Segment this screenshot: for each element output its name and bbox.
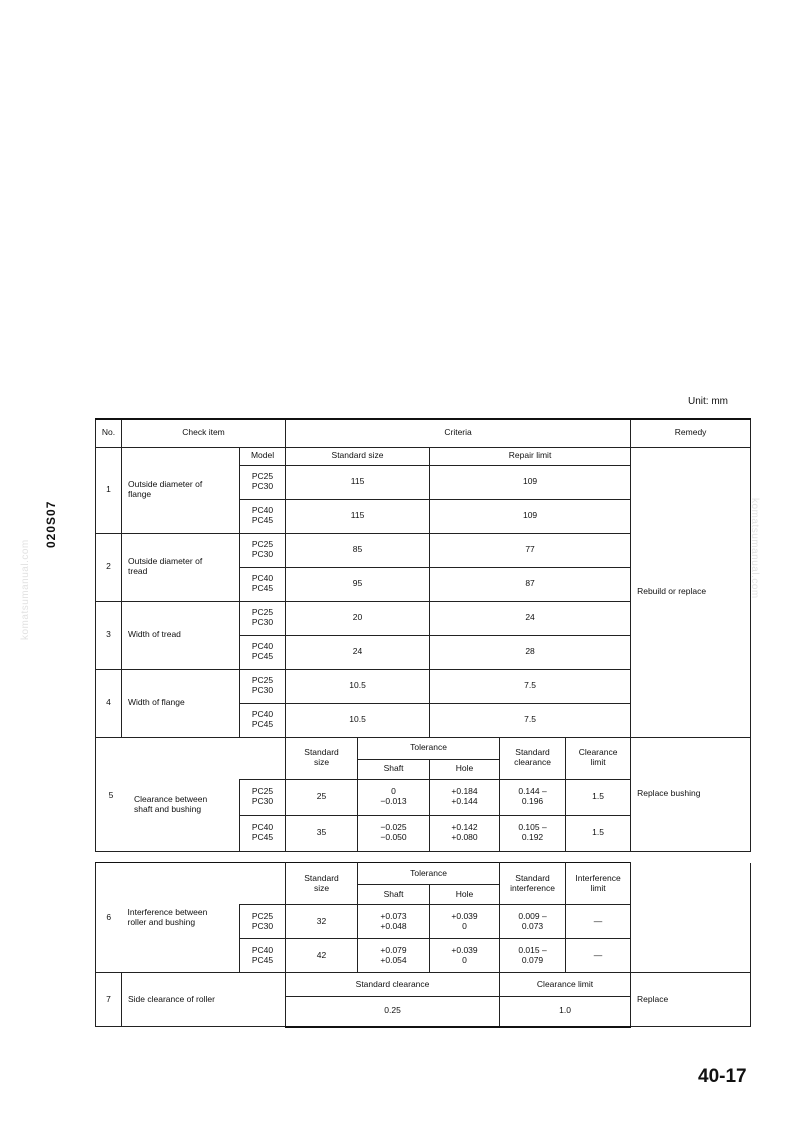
- standard-size-value: 115: [286, 465, 430, 499]
- row6-interference-limit-value: —: [566, 939, 631, 973]
- check-criteria-table: [95, 418, 751, 852]
- table-row: [96, 973, 751, 997]
- table-header-row: [96, 419, 751, 447]
- repair-limit-value: 109: [430, 499, 631, 533]
- repair-limit-header: Repair limit: [430, 447, 631, 465]
- remedy-replace: Replace: [631, 973, 751, 1027]
- model-cell: PC40 PC45: [240, 567, 286, 601]
- row7-standard-clearance-value: 0.25: [286, 997, 500, 1027]
- remedy-replace-bushing: Replace bushing: [631, 737, 751, 851]
- model-cell: PC40 PC45: [240, 703, 286, 737]
- row6-size-value: 42: [286, 939, 358, 973]
- row5-hole-header: Hole: [430, 759, 500, 779]
- row5-standard-clearance-header: Standard clearance: [500, 737, 566, 779]
- side-code: 020S07: [44, 500, 58, 548]
- repair-limit-value: 24: [430, 601, 631, 635]
- repair-limit-value: 77: [430, 533, 631, 567]
- header-no: No.: [96, 419, 122, 447]
- row7-no: 7: [96, 973, 122, 1027]
- row6-hole-value: +0.039 0: [430, 905, 500, 939]
- model-cell: PC40 PC45: [240, 939, 286, 973]
- repair-limit-value: 7.5: [430, 669, 631, 703]
- row6-shaft-value: +0.073 +0.048: [358, 905, 430, 939]
- header-check-item: Check item: [122, 419, 286, 447]
- row7-standard-clearance-header: Standard clearance: [286, 973, 500, 997]
- model-cell: PC25 PC30: [240, 669, 286, 703]
- row5-no: 5: [108, 790, 114, 800]
- model-cell: PC25 PC30: [240, 465, 286, 499]
- row6-hole-header: Hole: [430, 885, 500, 905]
- interference-table: [95, 862, 751, 1028]
- row6-interference-limit-header: Interference limit: [566, 863, 631, 905]
- model-cell: PC40 PC45: [240, 635, 286, 669]
- row5-shaft-value: 0 −0.013: [358, 779, 430, 815]
- row5-check-item: Clearance between shaft and bushing: [134, 794, 208, 814]
- standard-size-value: 10.5: [286, 669, 430, 703]
- standard-size-value: 85: [286, 533, 430, 567]
- row6-standard-interference-value: 0.009 – 0.073: [500, 905, 566, 939]
- row5-size-value: 25: [286, 779, 358, 815]
- row3-no: 3: [96, 601, 122, 669]
- table-subheader-row: [96, 447, 751, 465]
- row5-clearance-limit-value: 1.5: [566, 815, 631, 851]
- standard-size-value: 115: [286, 499, 430, 533]
- standard-size-value: 24: [286, 635, 430, 669]
- repair-limit-value: 87: [430, 567, 631, 601]
- row6-shaft-value: +0.079 +0.054: [358, 939, 430, 973]
- row5-tolerance-header: Tolerance: [358, 737, 500, 759]
- standard-size-value: 10.5: [286, 703, 430, 737]
- row6-shaft-header: Shaft: [358, 885, 430, 905]
- row7-clearance-limit-value: 1.0: [500, 997, 631, 1027]
- table-subheader-row: [96, 737, 751, 759]
- row6-standard-size-header: Standard size: [286, 863, 358, 905]
- standard-size-header: Standard size: [286, 447, 430, 465]
- repair-limit-value: 7.5: [430, 703, 631, 737]
- row5-standard-clearance-value: 0.144 – 0.196: [500, 779, 566, 815]
- model-cell: PC25 PC30: [240, 905, 286, 939]
- watermark-right: komatsumanual.com: [749, 498, 760, 599]
- row5-header-blank: [240, 737, 286, 779]
- row2-no: 2: [96, 533, 122, 601]
- model-cell: PC25 PC30: [240, 601, 286, 635]
- row5-standard-size-header: Standard size: [286, 737, 358, 779]
- row5-shaft-value: −0.025 −0.050: [358, 815, 430, 851]
- standard-size-value: 95: [286, 567, 430, 601]
- row6-standard-interference-header: Standard interference: [500, 863, 566, 905]
- row6-hole-value: +0.039 0: [430, 939, 500, 973]
- row1-no: 1: [96, 447, 122, 533]
- row4-no: 4: [96, 669, 122, 737]
- watermark-left: komatsumanual.com: [20, 539, 31, 640]
- row5-clearance-limit-header: Clearance limit: [566, 737, 631, 779]
- row6-tolerance-header: Tolerance: [358, 863, 500, 885]
- row7-clearance-limit-header: Clearance limit: [500, 973, 631, 997]
- row6-interference-limit-value: —: [566, 905, 631, 939]
- table-subheader-row: [96, 863, 751, 885]
- row2-check-item: Outside diameter of tread: [122, 533, 240, 601]
- row5-clearance-limit-value: 1.5: [566, 779, 631, 815]
- row7-check-item: Side clearance of roller: [122, 973, 286, 1027]
- row1-check-item: Outside diameter of flange: [122, 447, 240, 533]
- model-cell: PC40 PC45: [240, 499, 286, 533]
- row6-header-blank: [240, 863, 286, 905]
- row5-standard-clearance-value: 0.105 – 0.192: [500, 815, 566, 851]
- row6-standard-interference-value: 0.015 – 0.079: [500, 939, 566, 973]
- model-cell: PC25 PC30: [240, 533, 286, 567]
- model-cell: PC40 PC45: [240, 815, 286, 851]
- remedy-rebuild-or-replace: Rebuild or replace: [631, 447, 751, 737]
- row4-check-item: Width of flange: [122, 669, 240, 737]
- remedy-continuation: [631, 863, 751, 973]
- repair-limit-value: 28: [430, 635, 631, 669]
- row5-shaft-header: Shaft: [358, 759, 430, 779]
- standard-size-value: 20: [286, 601, 430, 635]
- unit-label: Unit: mm: [688, 396, 728, 407]
- page-number: 40-17: [698, 1066, 747, 1087]
- row5-hole-value: +0.142 +0.080: [430, 815, 500, 851]
- row5-size-value: 35: [286, 815, 358, 851]
- row6-no: 6: [96, 863, 122, 973]
- row6-check-item: Interference between roller and bushing: [122, 863, 240, 973]
- row3-check-item: Width of tread: [122, 601, 240, 669]
- row5-hole-value: +0.184 +0.144: [430, 779, 500, 815]
- model-cell: PC25 PC30: [240, 779, 286, 815]
- header-remedy: Remedy: [631, 419, 751, 447]
- repair-limit-value: 109: [430, 465, 631, 499]
- header-criteria: Criteria: [286, 419, 631, 447]
- row6-size-value: 32: [286, 905, 358, 939]
- model-header: Model: [240, 447, 286, 465]
